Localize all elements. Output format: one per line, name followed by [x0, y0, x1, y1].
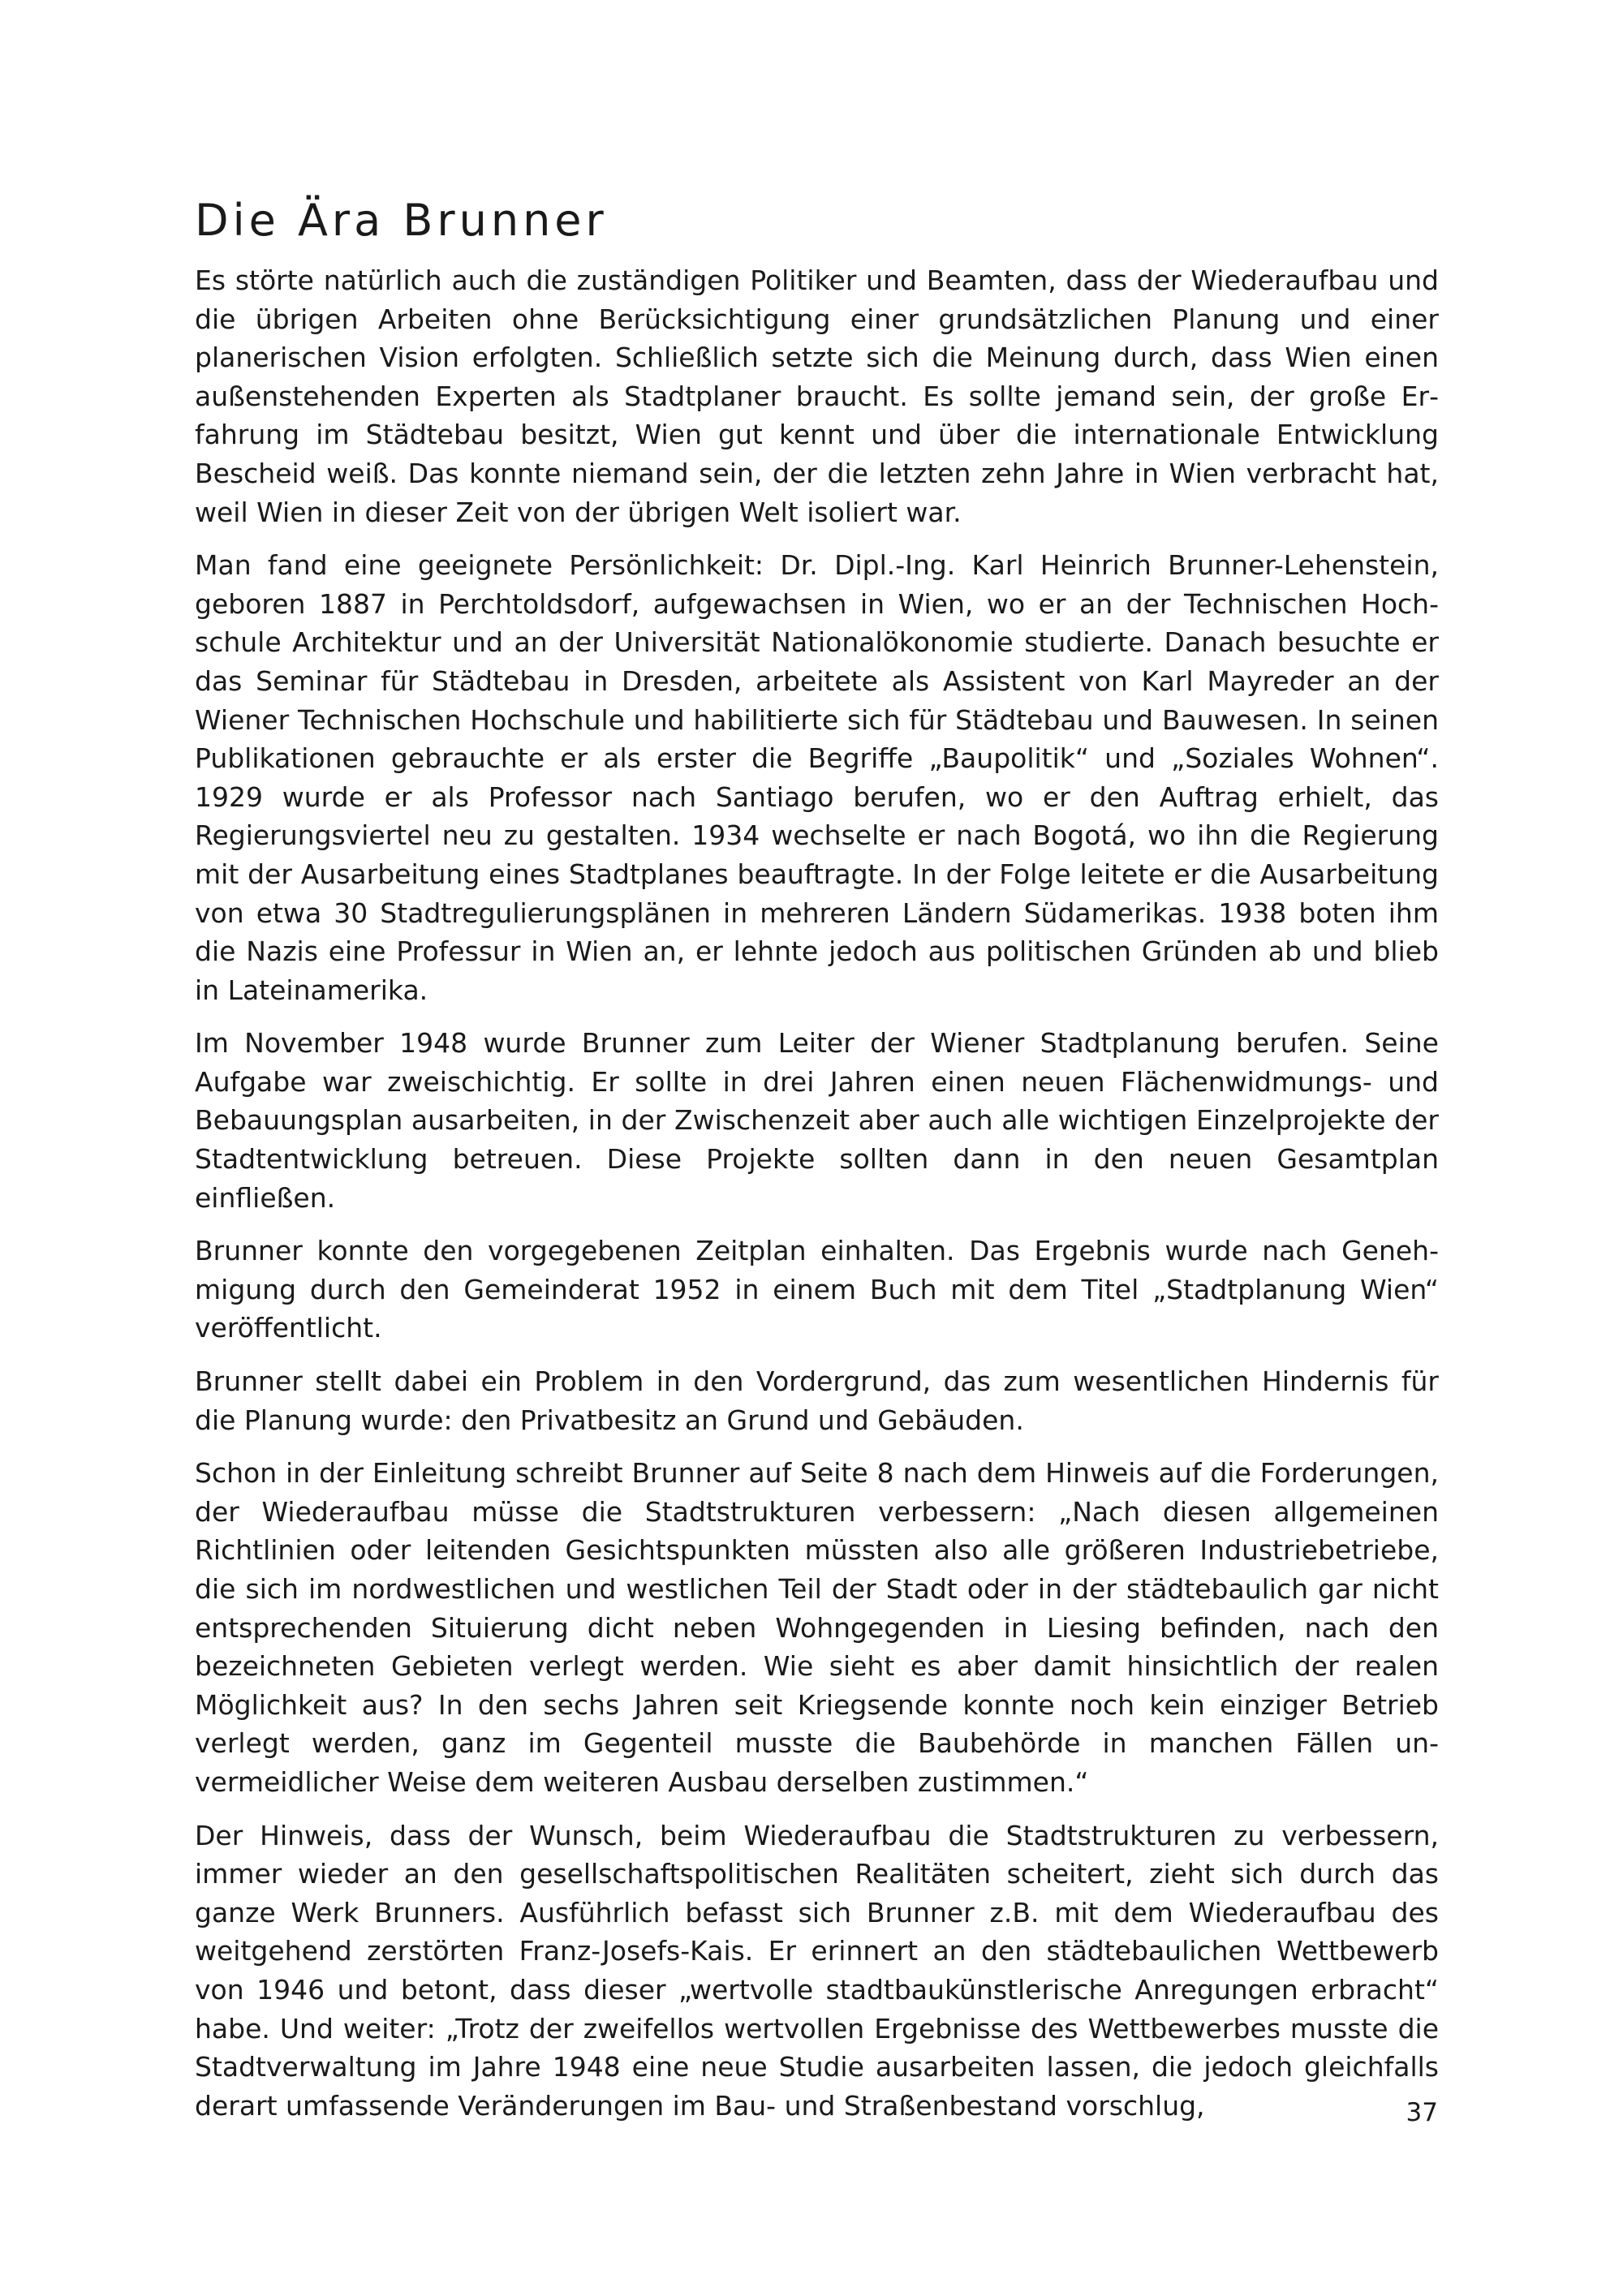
paragraph-6: Schon in der Einleitung schreibt Brunner auf Seite 8 nach dem Hinweis auf die Forderungen, der Wiederaufbau müsse die Stadtstrukturen verbessern: „Nach diesen allgemeinen Richtlinien oder leitenden Gesichtspunkten müssten also alle größeren Industriebetriebe, die sich im nordwestlichen und westlichen Teil der Stadt oder in der städtebaulich gar nicht entsprechenden Situierung dicht neben Wohngegenden in Liesing befinden, nach den bezeichneten Gebieten verlegt werden. Wie sieht es aber damit hinsichtlich der realen Möglichkeit aus? In den sechs Jahren seit Kriegsende konnte noch kein einziger Betrieb verlegt werden, ganz im Gegenteil musste die Baubehörde in manchen Fällen unvermeidlicher Weise dem weiteren Ausbau derselben zustimmen.“	[195, 1457, 1439, 1798]
page-number: 37	[1406, 2098, 1438, 2127]
paragraph-1: Es störte natürlich auch die zuständigen Politiker und Beamten, dass der Wiederaufbau und die übrigen Arbeiten ohne Berücksichtigung einer grundsätzlichen Planung und einer planerischen Vision erfolgten. Schließlich setzte sich die Meinung durch, dass Wien einen außenstehenden Experten als Stadtplaner braucht. Es sollte jemand sein, der große Erfahrung im Städtebau besitzt, Wien gut kennt und über die internationale Entwicklung Bescheid weiß. Das konnte niemand sein, der die letzten zehn Jahre in Wien verbracht hat, weil Wien in dieser Zeit von der übrigen Welt isoliert war.	[195, 264, 1439, 528]
paragraph-4: Brunner konnte den vorgegebenen Zeitplan einhalten. Das Ergebnis wurde nach Genehmigung durch den Gemeinderat 1952 in einem Buch mit dem Titel „Stadtplanung Wien“ veröffentlicht.	[195, 1235, 1439, 1344]
paragraph-7: Der Hinweis, dass der Wunsch, beim Wiederaufbau die Stadtstrukturen zu verbessern, immer wieder an den gesellschaftspolitischen Realitäten scheitert, zieht sich durch das ganze Werk Brunners. Ausführlich befasst sich Brunner z.B. mit dem Wiederaufbau des weitgehend zerstörten Franz-Josefs-Kais. Er erinnert an den städtebaulichen Wettbewerb von 1946 und betont, dass dieser „wertvolle stadtbaukünstlerische Anregungen erbracht“ habe. Und weiter: „Trotz der zweifellos wertvollen Ergebnisse des Wettbewerbes musste die Stadtverwaltung im Jahre 1948 eine neue Studie ausarbeiten lassen, die jedoch gleichfalls derart umfassende Veränderungen im Bau- und Straßenbestand vorschlug,	[195, 1819, 1439, 2122]
paragraph-2: Man fand eine geeignete Persönlichkeit: Dr. Dipl.-Ing. Karl Heinrich Brunner-Lehenstein, geboren 1887 in Perchtoldsdorf, aufgewachsen in Wien, wo er an der Technischen Hochschule Architektur und an der Universität Nationalökonomie studierte. Danach besuchte er das Seminar für Städtebau in Dresden, arbeitete als Assistent von Karl Mayreder an der Wiener Technischen Hochschule und habilitierte sich für Städtebau und Bauwesen. In seinen Publikationen gebrauchte er als erster die Begriffe „Baupolitik“ und „Soziales Wohnen“. 1929 wurde er als Professor nach Santiago berufen, wo er den Auftrag erhielt, das Regierungsviertel neu zu gestalten. 1934 wechselte er nach Bogotá, wo ihn die Regierung mit der Ausarbeitung eines Stadtplanes beauftragte. In der Folge leitete er die Ausarbeitung von etwa 30 Stadtregulierungsplänen in mehreren Ländern Südamerikas. 1938 boten ihm die Nazis eine Professur in Wien an, er lehnte jedoch aus politischen Gründen ab und blieb in Lateinamerika.	[195, 549, 1439, 1006]
section-heading: Die Ära Brunner	[195, 195, 608, 246]
paragraph-3: Im November 1948 wurde Brunner zum Leiter der Wiener Stadtplanung berufen. Seine Aufgabe war zweischichtig. Er sollte in drei Jahren einen neuen Flächenwidmungs- und Bebauungsplan ausarbeiten, in der Zwischenzeit aber auch alle wichtigen Einzelprojekte der Stadtentwicklung betreuen. Diese Projekte sollten dann in den neuen Gesamtplan einfließen.	[195, 1027, 1439, 1214]
body-text	[195, 261, 1439, 2139]
paragraph-5: Brunner stellt dabei ein Problem in den Vordergrund, das zum wesentlichen Hindernis für die Planung wurde: den Privatbesitz an Grund und Gebäuden.	[195, 1365, 1439, 1436]
